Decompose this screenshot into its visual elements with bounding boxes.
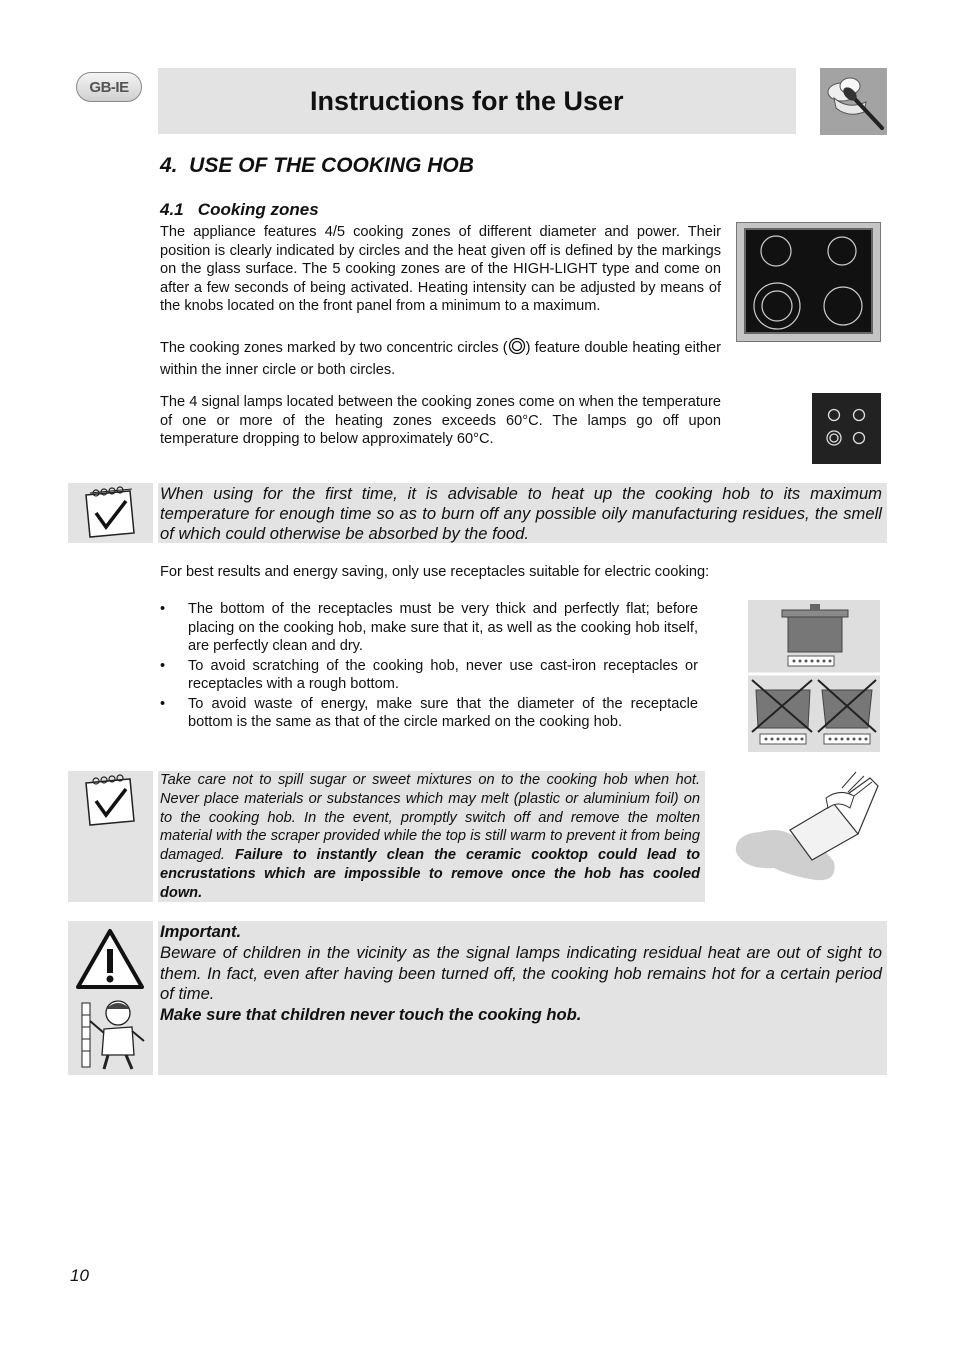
best-results-paragraph: For best results and energy saving, only use receptacles suitable for electric cooking: xyxy=(160,564,710,580)
warning-heading: Important. xyxy=(160,922,242,941)
warning-text xyxy=(160,922,882,1026)
sugar-note-bold: Failure to instantly clean the ceramic cooktop could lead to encrustations which are impossible to remove once the hob has cooled down. xyxy=(160,847,700,901)
list-item: • To avoid waste of energy, make sure that the diameter of the receptacle bottom is the same as that of the circle marked on the cooking hob. xyxy=(160,695,698,732)
sugar-note xyxy=(160,771,700,903)
page-number: 10 xyxy=(70,1266,89,1285)
list-item: • To avoid scratching of the cooking hob, never use cast-iron receptacles or receptacles with a rough bottom. xyxy=(160,657,698,694)
receptacle-tips-list xyxy=(160,600,698,733)
notepad-check-icon xyxy=(68,483,153,543)
warning-icon-box xyxy=(68,921,153,1075)
zones-intro-paragraph: The appliance features 4/5 cooking zones of different diameter and power. Their position is clearly indicated by circles and the heat given off is defined by the markings on the glass surface. The 5 cooking zones are of the HIGH-LIGHT type and come on after a few seconds of being activated. Heating intensity can be adjusted by means of the knobs located on the front panel from a minimum to a maximum. xyxy=(160,224,721,314)
language-badge: GB-IE xyxy=(76,72,142,102)
double-zone-text-2: ) feature double heating either within the inner circle or both circles. xyxy=(160,340,721,378)
double-circle-icon xyxy=(508,337,526,361)
scraper-image xyxy=(730,768,882,886)
note-icon-box xyxy=(68,483,153,543)
note-icon-box xyxy=(68,771,153,902)
signal-lamps-paragraph: The 4 signal lamps located between the cooking zones come on when the temperature of one or more of the heating zones exceeds 60°C. The lamps go off upon temperature dropping to below approximately 60°C. xyxy=(160,394,721,447)
sugar-note-text: Take care not to spill sugar or sweet mixtures on to the cooking hob when hot. Never place materials or substances which may melt (plastic or aluminium foil) on to the cooking hob. In the event, promptly switch off and remove the molten material with the scraper provided while the top is still warm to prevent it from being damaged. xyxy=(160,772,700,864)
chef-spoon-icon xyxy=(820,68,887,135)
first-use-note: When using for the first time, it is advisable to heat up the cooking hob to its maximum temperature for enough time so as to burn off any possible oily manufacturing residues, the smell of which could otherwise be absorbed by the food. xyxy=(160,484,882,543)
double-zone-paragraph xyxy=(160,337,721,379)
notepad-check-icon xyxy=(68,771,153,831)
page-title: Instructions for the User xyxy=(310,86,624,116)
receptacles-image xyxy=(748,600,880,752)
warning-final: Make sure that children never touch the cooking hob. xyxy=(160,1005,582,1025)
double-zone-text-1: The cooking zones marked by two concentric circles ( xyxy=(160,340,508,356)
subsection-title: 4.1 Cooking zones xyxy=(160,200,319,219)
signal-lamps-image xyxy=(812,393,881,464)
hob-top-image xyxy=(736,222,881,342)
section-title: 4. USE OF THE COOKING HOB xyxy=(160,154,474,177)
warning-body: Beware of children in the vicinity as the signal lamps indicating residual heat are out of sight to them. In fact, even after having been turned off, the cooking hob remains hot for a certain period of time. xyxy=(160,942,882,1004)
list-item: • The bottom of the receptacles must be very thick and perfectly flat; before placing on the cooking hob, make sure that it, as well as the cooking hob itself, are perfectly clean and dry. xyxy=(160,600,698,656)
